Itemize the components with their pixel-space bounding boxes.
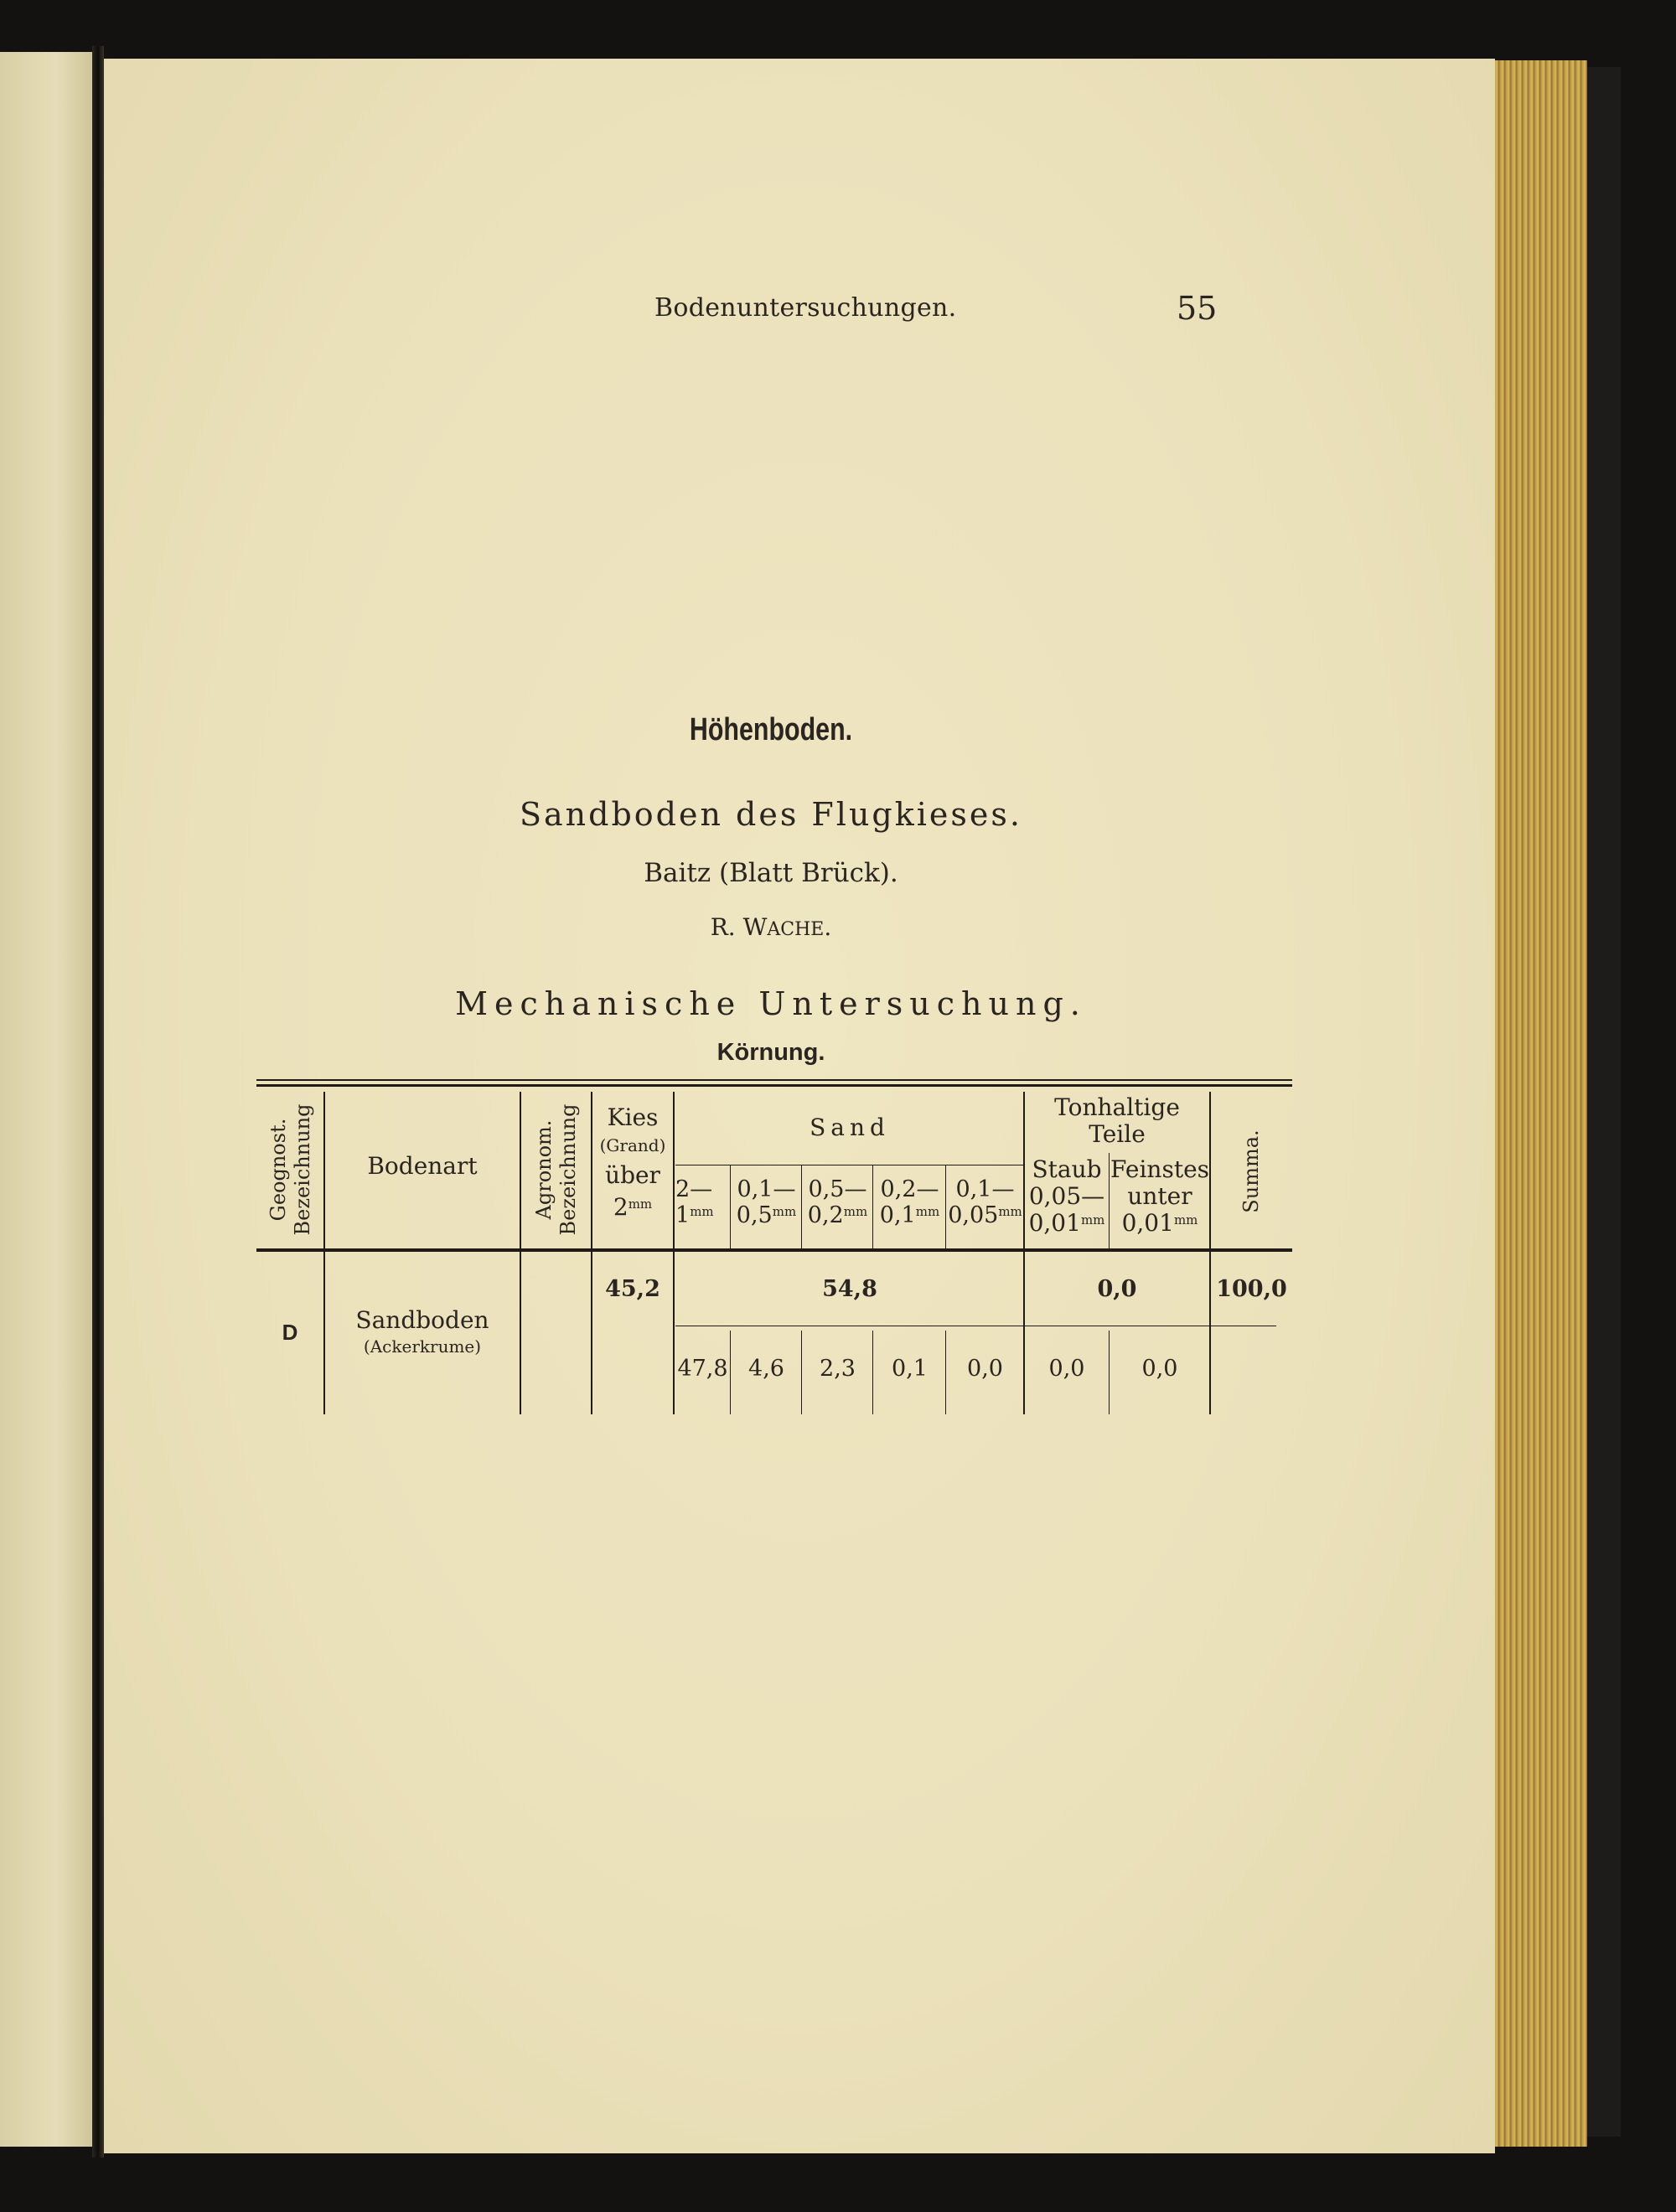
location: Baitz (Blatt Brück). [644, 858, 898, 888]
header-tonhaltige [1025, 1094, 1209, 1148]
header-staub-line3: 0,01 [1028, 1209, 1081, 1238]
header-geognost-line2: Bezeichnung [290, 1103, 314, 1236]
row-detail-sand-1: 47,8 [677, 1356, 728, 1382]
row-detail-sand-4: 0,1 [892, 1356, 928, 1382]
header-staub-line1: Staub [1032, 1155, 1102, 1183]
col-divider [520, 1092, 521, 1414]
author-initial: R. W [710, 913, 768, 941]
section-title: Mechanische Untersuchung. [455, 985, 1087, 1022]
header-feinstes-line2: unter [1127, 1182, 1192, 1211]
header-tonhaltige-line1: Tonhaltige [1054, 1093, 1180, 1121]
row-kies-value: 45,2 [605, 1276, 660, 1302]
header-kies-size-value: 2 [613, 1193, 628, 1222]
col-divider [673, 1092, 675, 1414]
header-geognost-line1: Geognost. [266, 1118, 290, 1222]
row-ton-total: 0,0 [1097, 1276, 1137, 1302]
book-gutter [92, 46, 104, 2158]
running-head: Bodenuntersuchungen. [654, 293, 957, 323]
header-sand-size-1 [675, 1176, 730, 1228]
header-sand-size-2 [732, 1176, 801, 1228]
left-page-edge [0, 52, 92, 2147]
sand-sub-divider [945, 1165, 946, 1251]
sand-sub-divider [872, 1165, 873, 1251]
header-bottom-rule [256, 1248, 1292, 1252]
sand-sub-divider [872, 1331, 873, 1414]
row-geognost: D [282, 1320, 298, 1345]
header-kies-size-unit: mm [628, 1196, 653, 1212]
header-geognost [266, 1086, 313, 1253]
author [0, 913, 1542, 941]
header-sand-size-5 [947, 1176, 1023, 1228]
header-bodenart: Bodenart [367, 1152, 478, 1180]
row-detail-staub: 0,0 [1048, 1356, 1085, 1382]
col-divider [1209, 1092, 1211, 1414]
header-sand-size-1-from: 2— [675, 1176, 713, 1202]
page-number: 55 [1177, 290, 1218, 327]
header-sand-size-4-to: 0,1 [879, 1202, 916, 1229]
table-top-rule-2 [256, 1084, 1292, 1087]
col-divider [323, 1092, 325, 1414]
header-agronom-line2: Bezeichnung [556, 1103, 580, 1236]
header-feinstes-unit: mm [1173, 1212, 1198, 1228]
row-bodenart [325, 1307, 520, 1357]
header-kies-size [592, 1194, 673, 1221]
header-kies-ueber: über [605, 1161, 660, 1190]
header-kies-grand: (Grand) [599, 1135, 666, 1156]
header-sand-size-2-unit: mm [772, 1204, 797, 1220]
sand-sub-divider [730, 1331, 731, 1414]
row-detail-sand-5: 0,0 [967, 1356, 1003, 1382]
sand-sub-divider [730, 1165, 731, 1251]
header-sand-size-3-unit: mm [843, 1204, 868, 1220]
header-sand-size-3 [803, 1176, 872, 1228]
header-staub [1025, 1156, 1109, 1238]
header-staub-line2: 0,05— [1028, 1182, 1105, 1211]
author-dot: . [824, 913, 832, 941]
header-feinstes-line3: 0,01 [1121, 1209, 1174, 1238]
page-edges [1495, 60, 1587, 2147]
row-sand-total: 54,8 [822, 1276, 877, 1302]
header-kies [592, 1104, 673, 1222]
row-detail-sand-3: 2,3 [820, 1356, 856, 1382]
header-sand: Sand [810, 1114, 890, 1141]
header-sand-size-5-unit: mm [998, 1204, 1022, 1220]
header-sand-size-1-to: 1 [675, 1202, 691, 1229]
row-detail-feinstes: 0,0 [1141, 1356, 1178, 1382]
header-sand-size-3-to: 0,2 [807, 1202, 844, 1229]
header-sand-size-2-from: 0,1— [737, 1176, 796, 1202]
ton-sub-divider [1109, 1331, 1110, 1414]
table-title: Körnung. [716, 1039, 825, 1066]
koernung-table [256, 1079, 1292, 1414]
header-feinstes [1110, 1156, 1209, 1238]
header-kies-line1: Kies [607, 1103, 659, 1131]
header-agronom-line1: Agronom. [532, 1119, 556, 1220]
author-name-smallcaps: ACHE [767, 919, 825, 940]
header-staub-unit: mm [1080, 1212, 1105, 1228]
header-sand-size-1-unit: mm [690, 1204, 714, 1220]
header-sand-size-3-from: 0,5— [808, 1176, 867, 1202]
row-summa: 100,0 [1216, 1276, 1287, 1302]
page-title: Höhenboden. [689, 712, 853, 747]
ton-sub-divider [1109, 1153, 1110, 1251]
header-sand-size-4 [874, 1176, 945, 1228]
table-top-rule [256, 1079, 1292, 1081]
sand-sub-divider [801, 1331, 802, 1414]
row-bodenart-name: Sandboden [355, 1306, 489, 1334]
header-sand-size-5-from: 0,1— [955, 1176, 1015, 1202]
sand-sub-divider [945, 1331, 946, 1414]
subtitle: Sandboden des Flugkieses. [519, 796, 1022, 833]
header-sand-size-4-from: 0,2— [880, 1176, 939, 1202]
sand-sub-divider [801, 1165, 802, 1251]
header-tonhaltige-line2: Teile [1089, 1120, 1146, 1149]
header-sand-size-5-to: 0,05 [948, 1202, 999, 1229]
header-summa: Summa. [1239, 1129, 1263, 1213]
row-detail-sand-2: 4,6 [748, 1356, 784, 1382]
book-cover [1587, 67, 1621, 2137]
header-agronom [532, 1086, 579, 1253]
header-sand-size-4-unit: mm [915, 1204, 940, 1220]
header-feinstes-line1: Feinstes [1110, 1155, 1210, 1183]
row-bodenart-sub: (Ackerkrume) [363, 1336, 482, 1357]
header-sand-size-2-to: 0,5 [736, 1202, 773, 1229]
